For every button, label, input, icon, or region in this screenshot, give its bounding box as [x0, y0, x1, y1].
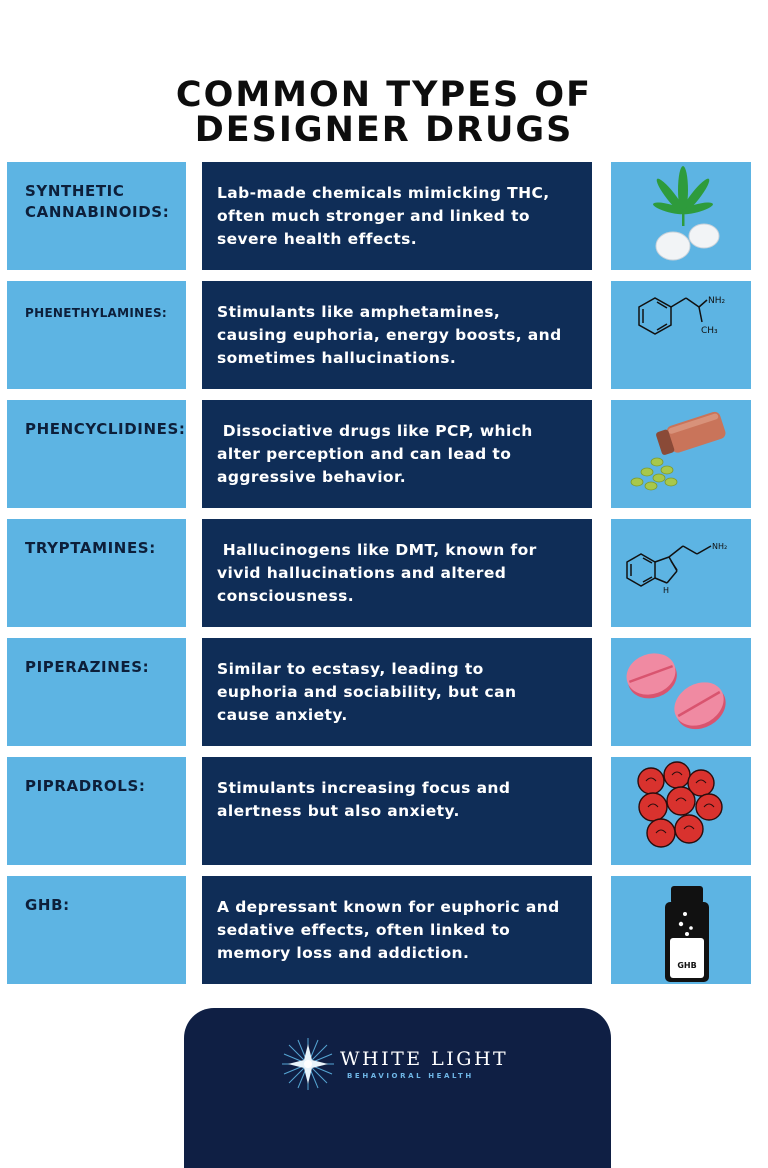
drug-row-ghb: [0, 876, 768, 984]
formula-label: NH₂: [712, 542, 728, 551]
spilled-pill-bottle-icon: [611, 400, 751, 508]
footer-brand-banner: [184, 1008, 611, 1168]
drug-row-pipradrols: [0, 757, 768, 865]
page-title: [0, 75, 768, 150]
category-description: Hallucinogens like DMT, known for vivid hallucinations and altered consciousness.: [202, 519, 592, 627]
drug-row-phencyclidines: [0, 400, 768, 508]
category-label: PIPRADROLS:: [7, 757, 186, 865]
drug-row-synthetic-cannabinoids: [0, 162, 768, 270]
drug-row-piperazines: [0, 638, 768, 746]
category-description: Similar to ecstasy, leading to euphoria and sociability, but can cause anxiety.: [202, 638, 592, 746]
brand-subtitle: BEHAVIORAL HEALTH: [347, 1072, 474, 1080]
formula-label: H: [663, 586, 670, 595]
bottle-label: GHB: [677, 961, 697, 970]
category-description: A depressant known for euphoric and sedative effects, often linked to memory loss and addiction.: [202, 876, 592, 984]
drug-row-phenethylamines: [0, 281, 768, 389]
amphetamine-structure-icon: [611, 281, 751, 389]
category-description: Stimulants like amphetamines, causing euphoria, energy boosts, and sometimes hallucinations.: [202, 281, 592, 389]
brand-name: WHITE LIGHT: [340, 1048, 509, 1070]
pink-tablets-icon: [611, 638, 751, 746]
title-line-1: COMMON TYPES OF: [175, 75, 593, 115]
cannabis-leaf-with-pills-icon: [611, 162, 751, 270]
tryptamine-structure-icon: [611, 519, 751, 627]
category-label: SYNTHETIC CANNABINOIDS:: [7, 162, 186, 270]
category-label: GHB:: [7, 876, 186, 984]
category-label: TRYPTAMINES:: [7, 519, 186, 627]
formula-label: NH₂: [708, 296, 726, 306]
category-label: PIPERAZINES:: [7, 638, 186, 746]
category-description: Lab-made chemicals mimicking THC, often much stronger and linked to severe health effects.: [202, 162, 592, 270]
drug-row-tryptamines: [0, 519, 768, 627]
formula-label: CH₃: [701, 326, 718, 336]
ghb-bottle-icon: [611, 876, 751, 984]
category-label: PHENCYCLIDINES:: [7, 400, 186, 508]
starburst-logo-icon: [280, 1036, 336, 1096]
category-label: PHENETHYLAMINES:: [7, 281, 186, 389]
category-description: Stimulants increasing focus and alertness but also anxiety.: [202, 757, 592, 865]
title-line-2: DESIGNER DRUGS: [194, 110, 574, 150]
category-description: Dissociative drugs like PCP, which alter perception and can lead to aggressive behavior.: [202, 400, 592, 508]
red-pills-pile-icon: [611, 757, 751, 865]
